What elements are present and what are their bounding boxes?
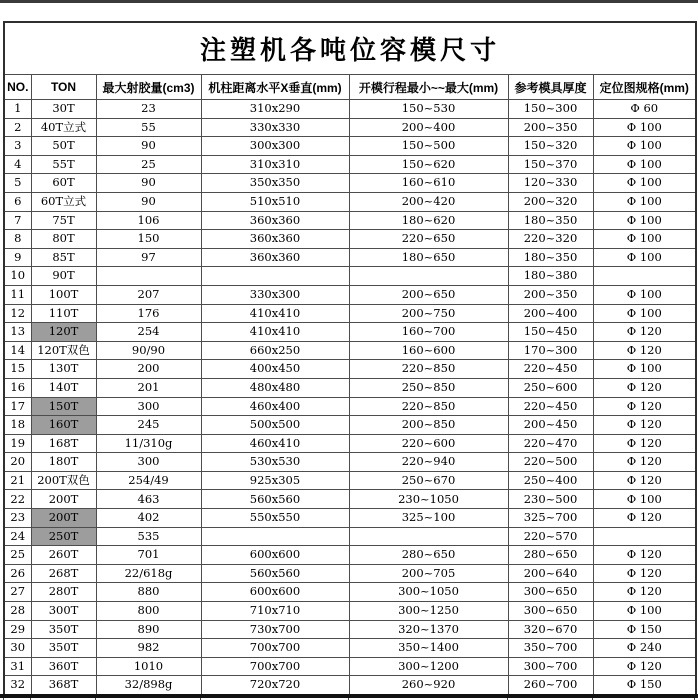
cell-thickness: 250~400 [508, 471, 593, 490]
cell-stroke [349, 527, 508, 546]
cell-ring: Φ 100 [593, 285, 696, 304]
cell-stroke: 220~850 [349, 397, 508, 416]
cell-shot: 200 [96, 360, 201, 379]
cell-no: 19 [4, 434, 31, 453]
table-row [4, 620, 696, 639]
cell-stroke: 200~420 [349, 192, 508, 211]
table-row [4, 211, 696, 230]
cell-ring: Φ 100 [593, 137, 696, 156]
cell-thickness: 220~470 [508, 434, 593, 453]
table-row [4, 471, 696, 490]
cell-tiebar: 480x480 [201, 378, 349, 397]
cell-ring: Φ 100 [593, 248, 696, 267]
cell-tiebar: 560x560 [201, 564, 349, 583]
cell-shot: 25 [96, 155, 201, 174]
cell-stroke: 250~670 [349, 471, 508, 490]
cell-no: 10 [4, 267, 31, 286]
cell-no: 15 [4, 360, 31, 379]
cell-ton: 85T [31, 248, 96, 267]
cell-tiebar: 600x600 [201, 546, 349, 565]
cell-stroke: 160~700 [349, 323, 508, 342]
table-row [4, 304, 696, 323]
cell-stroke: 180~620 [349, 211, 508, 230]
cell-shot: 300 [96, 397, 201, 416]
table-row [4, 416, 696, 435]
table-row [4, 285, 696, 304]
cell-ton: 300T [31, 602, 96, 621]
cell-ring [593, 267, 696, 286]
cell-shot: 890 [96, 620, 201, 639]
col-header-no: NO. [4, 75, 31, 100]
cell-shot: 90 [96, 174, 201, 193]
cell-ton: 120T双色 [31, 341, 96, 360]
table-row [4, 527, 696, 546]
title-row [4, 22, 696, 75]
cell-stroke: 250~850 [349, 378, 508, 397]
cell-shot: 207 [96, 285, 201, 304]
cell-no: 28 [4, 602, 31, 621]
cell-ton: 268T [31, 564, 96, 583]
cell-shot: 254 [96, 323, 201, 342]
cell-thickness: 170~300 [508, 341, 593, 360]
cell-thickness: 220~500 [508, 453, 593, 472]
cell-no: 1 [4, 100, 31, 119]
cell-no: 8 [4, 230, 31, 249]
cell-thickness: 280~650 [508, 546, 593, 565]
cell-no: 20 [4, 453, 31, 472]
cell-shot: 982 [96, 639, 201, 658]
cell-stroke: 220~650 [349, 230, 508, 249]
col-header-stroke: 开模行程最小~~最大(mm) [349, 75, 508, 100]
cell-ton: 130T [31, 360, 96, 379]
cell-stroke: 180~650 [349, 248, 508, 267]
cell-stroke: 200~750 [349, 304, 508, 323]
cell-tiebar: 700x700 [201, 639, 349, 658]
cell-ring: Φ 150 [593, 676, 696, 695]
table-row [4, 676, 696, 695]
cell-shot: 106 [96, 211, 201, 230]
page-title: 注塑机各吨位容模尺寸 [4, 22, 696, 75]
cell-tiebar: 500x500 [201, 416, 349, 435]
cell-no: 26 [4, 564, 31, 583]
cell-ton: 80T [31, 230, 96, 249]
cell-ring: Φ 120 [593, 434, 696, 453]
cell-thickness: 150~320 [508, 137, 593, 156]
cell-no: 22 [4, 490, 31, 509]
table-row [4, 434, 696, 453]
cell-ton: 168T [31, 434, 96, 453]
cell-stroke: 160~610 [349, 174, 508, 193]
cell-thickness: 200~320 [508, 192, 593, 211]
cell-stroke: 220~600 [349, 434, 508, 453]
cell-ring: Φ 100 [593, 360, 696, 379]
cell-tiebar: 360x360 [201, 211, 349, 230]
table-row [4, 509, 696, 528]
cell-tiebar: 925x305 [201, 471, 349, 490]
cell-tiebar: 400x450 [201, 360, 349, 379]
cell-stroke: 200~705 [349, 564, 508, 583]
cell-tiebar: 410x410 [201, 304, 349, 323]
table-row [4, 323, 696, 342]
cell-ring: Φ 120 [593, 416, 696, 435]
table-row [4, 155, 696, 174]
cell-shot: 22/618g [96, 564, 201, 583]
cell-thickness: 230~500 [508, 490, 593, 509]
cell-shot: 176 [96, 304, 201, 323]
cell-no: 30 [4, 639, 31, 658]
cell-thickness: 180~350 [508, 248, 593, 267]
cell-ton: 360T [31, 657, 96, 676]
cell-thickness: 350~700 [508, 639, 593, 658]
cell-no: 29 [4, 620, 31, 639]
table-row [4, 267, 696, 286]
cell-no: 21 [4, 471, 31, 490]
cell-tiebar: 460x410 [201, 434, 349, 453]
cell-thickness: 150~450 [508, 323, 593, 342]
cell-stroke: 230~1050 [349, 490, 508, 509]
cell-no: 2 [4, 118, 31, 137]
table-row [4, 192, 696, 211]
cell-tiebar: 720x720 [201, 676, 349, 695]
cell-shot: 11/310g [96, 434, 201, 453]
cell-ton: 55T [31, 155, 96, 174]
cell-stroke: 150~500 [349, 137, 508, 156]
cell-tiebar: 510x510 [201, 192, 349, 211]
col-header-ton: TON [31, 75, 96, 100]
cell-ton: 100T [31, 285, 96, 304]
cell-ton: 60T立式 [31, 192, 96, 211]
cell-stroke: 300~1250 [349, 602, 508, 621]
cell-thickness: 300~650 [508, 602, 593, 621]
cell-ring: Φ 120 [593, 509, 696, 528]
cell-thickness: 300~650 [508, 583, 593, 602]
table-row [4, 174, 696, 193]
cell-no: 27 [4, 583, 31, 602]
cell-stroke: 260~920 [349, 676, 508, 695]
cell-ring: Φ 150 [593, 620, 696, 639]
cell-shot: 90 [96, 137, 201, 156]
cell-ring: Φ 120 [593, 583, 696, 602]
cell-no: 13 [4, 323, 31, 342]
cell-no: 24 [4, 527, 31, 546]
cell-tiebar: 560x560 [201, 490, 349, 509]
cell-no: 5 [4, 174, 31, 193]
cell-thickness: 300~700 [508, 657, 593, 676]
cell-ring: Φ 120 [593, 453, 696, 472]
cell-shot [96, 267, 201, 286]
cell-ring: Φ 100 [593, 304, 696, 323]
table-row [4, 397, 696, 416]
cell-shot: 90 [96, 192, 201, 211]
col-header-tiebar: 机柱距离水平X垂直(mm) [201, 75, 349, 100]
cell-ton: 75T [31, 211, 96, 230]
cell-thickness: 150~370 [508, 155, 593, 174]
cell-ring [593, 527, 696, 546]
cell-shot: 201 [96, 378, 201, 397]
cell-stroke: 350~1400 [349, 639, 508, 658]
cell-no: 14 [4, 341, 31, 360]
cell-ton: 200T [31, 509, 96, 528]
cell-no: 31 [4, 657, 31, 676]
cell-ring: Φ 120 [593, 471, 696, 490]
cell-tiebar: 310x290 [201, 100, 349, 119]
table-row [4, 602, 696, 621]
cell-ton: 350T [31, 620, 96, 639]
cell-no: 6 [4, 192, 31, 211]
cell-tiebar: 600x600 [201, 583, 349, 602]
table-row [4, 657, 696, 676]
cell-shot: 97 [96, 248, 201, 267]
cell-stroke: 220~850 [349, 360, 508, 379]
cell-tiebar: 660x250 [201, 341, 349, 360]
cell-ring: Φ 100 [593, 118, 696, 137]
table-row [4, 378, 696, 397]
table-row [4, 453, 696, 472]
cell-ton: 368T [31, 676, 96, 695]
cell-stroke: 200~400 [349, 118, 508, 137]
cell-ring: Φ 100 [593, 602, 696, 621]
cell-stroke: 325~100 [349, 509, 508, 528]
cell-tiebar: 360x360 [201, 248, 349, 267]
cell-ton: 120T [31, 323, 96, 342]
col-header-shot: 最大射胶量(cm3) [96, 75, 201, 100]
table-row [4, 639, 696, 658]
cell-no: 11 [4, 285, 31, 304]
cell-ton: 350T [31, 639, 96, 658]
cell-ton: 40T立式 [31, 118, 96, 137]
cell-tiebar: 330x300 [201, 285, 349, 304]
cell-ring: Φ 120 [593, 397, 696, 416]
cell-shot: 463 [96, 490, 201, 509]
cell-no: 4 [4, 155, 31, 174]
cell-tiebar: 460x400 [201, 397, 349, 416]
cell-tiebar: 300x300 [201, 137, 349, 156]
cell-stroke: 150~530 [349, 100, 508, 119]
table-row [4, 100, 696, 119]
cell-stroke: 300~1050 [349, 583, 508, 602]
cell-tiebar [201, 267, 349, 286]
table-row [4, 546, 696, 565]
cell-shot: 701 [96, 546, 201, 565]
cell-ring: Φ 100 [593, 174, 696, 193]
cell-no: 17 [4, 397, 31, 416]
cell-ton: 160T [31, 416, 96, 435]
table-row [4, 230, 696, 249]
col-header-thickness: 参考模具厚度 [508, 75, 593, 100]
cell-no: 3 [4, 137, 31, 156]
cell-shot: 245 [96, 416, 201, 435]
cell-no: 18 [4, 416, 31, 435]
cell-ton: 260T [31, 546, 96, 565]
col-header-ring: 定位图规格(mm) [593, 75, 696, 100]
cell-no: 9 [4, 248, 31, 267]
cell-ring: Φ 60 [593, 100, 696, 119]
cell-no: 25 [4, 546, 31, 565]
cell-ring: Φ 120 [593, 657, 696, 676]
cell-thickness: 260~700 [508, 676, 593, 695]
table-row [4, 137, 696, 156]
cell-ton: 150T [31, 397, 96, 416]
cell-ring: Φ 120 [593, 323, 696, 342]
cell-ring: Φ 240 [593, 639, 696, 658]
cell-shot: 254/49 [96, 471, 201, 490]
cell-ring: Φ 120 [593, 378, 696, 397]
cell-thickness: 180~380 [508, 267, 593, 286]
cell-shot: 1010 [96, 657, 201, 676]
cell-thickness: 200~400 [508, 304, 593, 323]
cell-ton: 200T [31, 490, 96, 509]
cell-stroke [349, 267, 508, 286]
cell-ton: 50T [31, 137, 96, 156]
cell-stroke: 200~650 [349, 285, 508, 304]
header-row [4, 75, 696, 100]
cell-ton: 140T [31, 378, 96, 397]
cell-thickness: 220~450 [508, 397, 593, 416]
cell-stroke: 300~1200 [349, 657, 508, 676]
cell-no: 16 [4, 378, 31, 397]
cell-tiebar: 350x350 [201, 174, 349, 193]
cell-stroke: 320~1370 [349, 620, 508, 639]
table-row [4, 248, 696, 267]
cell-no: 12 [4, 304, 31, 323]
table-body [4, 100, 696, 695]
cell-shot: 535 [96, 527, 201, 546]
window-top-edge [0, 0, 698, 3]
cell-tiebar: 310x310 [201, 155, 349, 174]
cell-tiebar: 550x550 [201, 509, 349, 528]
cell-ring: Φ 100 [593, 192, 696, 211]
table-row [4, 583, 696, 602]
cell-no: 23 [4, 509, 31, 528]
cell-ton: 90T [31, 267, 96, 286]
cell-thickness: 200~350 [508, 285, 593, 304]
cell-shot: 880 [96, 583, 201, 602]
cell-stroke: 150~620 [349, 155, 508, 174]
cell-ring: Φ 120 [593, 546, 696, 565]
cell-thickness: 200~350 [508, 118, 593, 137]
cell-tiebar: 530x530 [201, 453, 349, 472]
cell-shot: 55 [96, 118, 201, 137]
cell-tiebar: 700x700 [201, 657, 349, 676]
cell-shot: 300 [96, 453, 201, 472]
table-row [4, 341, 696, 360]
cell-tiebar: 710x710 [201, 602, 349, 621]
cell-ton: 250T [31, 527, 96, 546]
cell-tiebar [201, 527, 349, 546]
cell-shot: 32/898g [96, 676, 201, 695]
cell-ton: 180T [31, 453, 96, 472]
cell-shot: 800 [96, 602, 201, 621]
cell-ring: Φ 100 [593, 490, 696, 509]
cell-stroke: 160~600 [349, 341, 508, 360]
cell-tiebar: 410x410 [201, 323, 349, 342]
cell-no: 32 [4, 676, 31, 695]
cell-stroke: 220~940 [349, 453, 508, 472]
cell-ring: Φ 100 [593, 230, 696, 249]
cell-ring: Φ 120 [593, 341, 696, 360]
cell-shot: 23 [96, 100, 201, 119]
cell-ton: 280T [31, 583, 96, 602]
cell-ton: 30T [31, 100, 96, 119]
cell-shot: 150 [96, 230, 201, 249]
cell-ton: 110T [31, 304, 96, 323]
cell-thickness: 325~700 [508, 509, 593, 528]
cell-thickness: 120~330 [508, 174, 593, 193]
cell-ton: 200T双色 [31, 471, 96, 490]
cell-thickness: 220~570 [508, 527, 593, 546]
cell-thickness: 250~600 [508, 378, 593, 397]
cell-tiebar: 730x700 [201, 620, 349, 639]
cell-thickness: 220~450 [508, 360, 593, 379]
cell-thickness: 200~450 [508, 416, 593, 435]
table-row [4, 118, 696, 137]
cell-ring: Φ 120 [593, 564, 696, 583]
mold-size-table [3, 21, 697, 696]
cell-ton: 60T [31, 174, 96, 193]
cell-ring: Φ 100 [593, 155, 696, 174]
sheet [3, 21, 695, 696]
cell-tiebar: 330x330 [201, 118, 349, 137]
table-row [4, 360, 696, 379]
cell-thickness: 200~640 [508, 564, 593, 583]
cell-thickness: 220~320 [508, 230, 593, 249]
cell-no: 7 [4, 211, 31, 230]
cell-thickness: 320~670 [508, 620, 593, 639]
cell-shot: 90/90 [96, 341, 201, 360]
table-row [4, 564, 696, 583]
cell-shot: 402 [96, 509, 201, 528]
cell-thickness: 150~300 [508, 100, 593, 119]
cell-tiebar: 360x360 [201, 230, 349, 249]
table-row [4, 490, 696, 509]
cell-ring: Φ 100 [593, 211, 696, 230]
cell-stroke: 200~850 [349, 416, 508, 435]
cell-stroke: 280~650 [349, 546, 508, 565]
cell-thickness: 180~350 [508, 211, 593, 230]
